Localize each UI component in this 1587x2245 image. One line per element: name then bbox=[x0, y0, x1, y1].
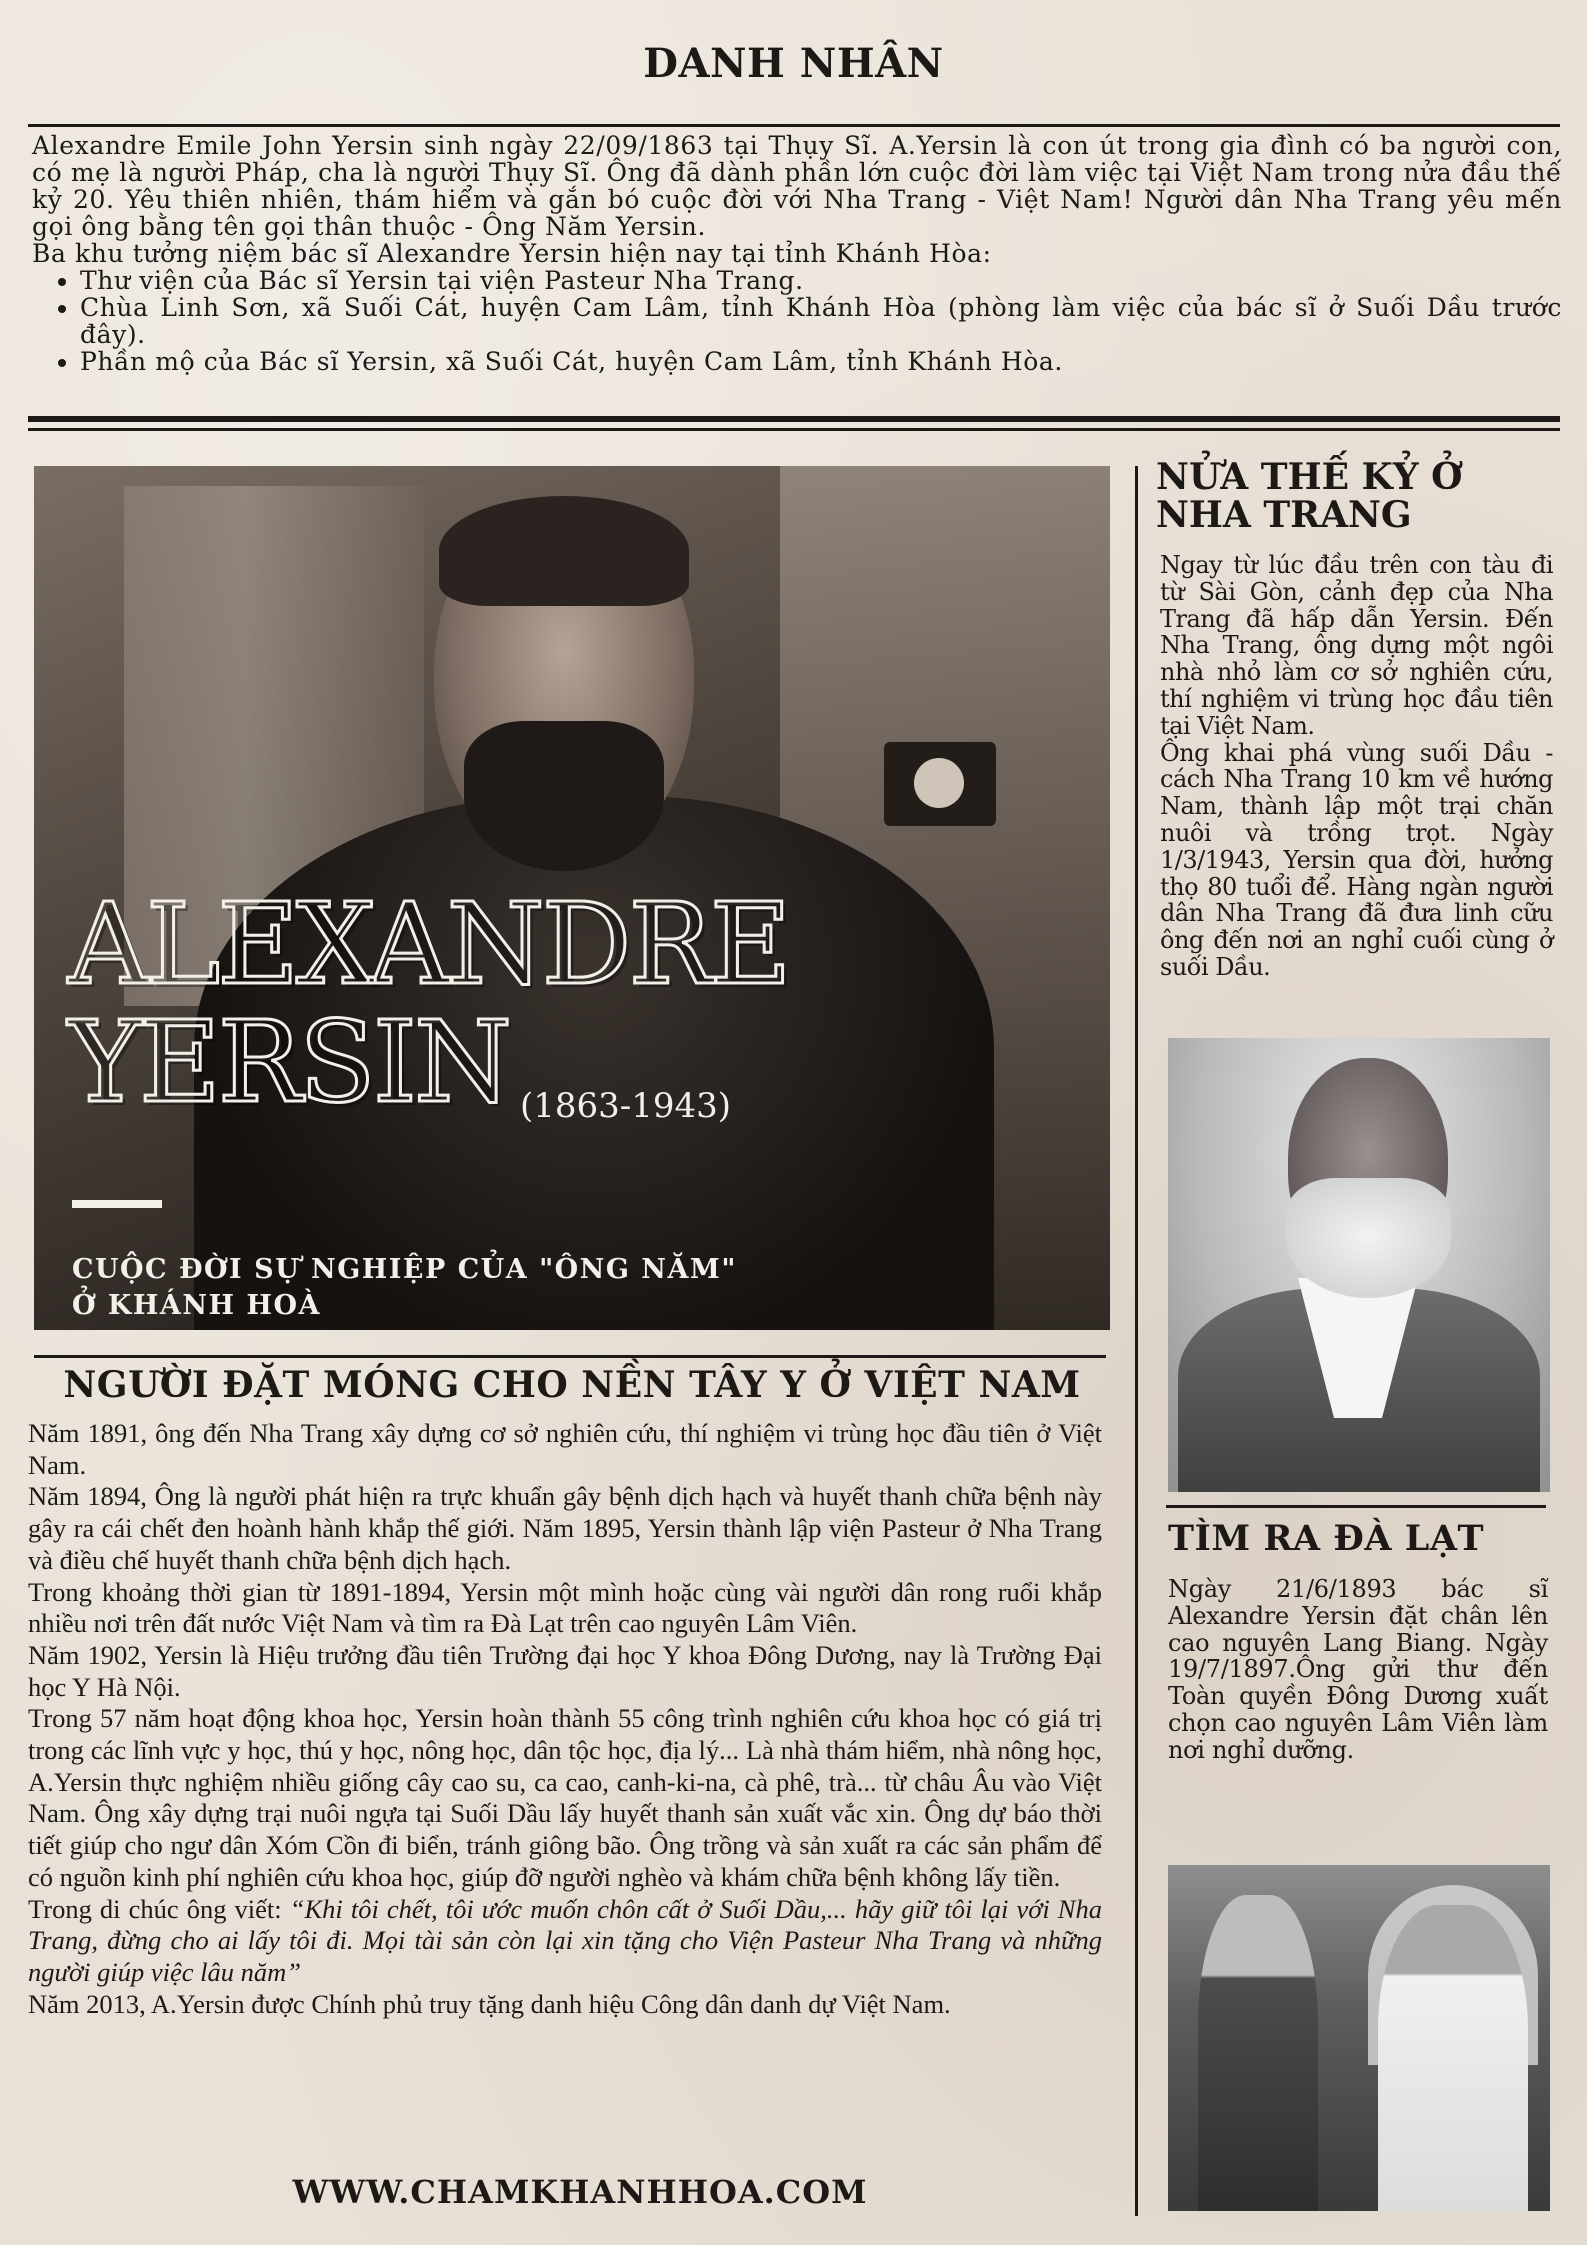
memorial-lead: Ba khu tưởng niệm bác sĩ Alexandre Yersin hiện nay tại tỉnh Khánh Hòa: bbox=[32, 239, 992, 268]
intro-rule-thin bbox=[28, 428, 1560, 431]
will-quote: “Khi tôi chết, tôi ước muốn chôn cất ở Suối Dầu,... hãy giữ tôi lại với Nha Trang, đừng cho ai lấy tôi đi. Mọi tài sản còn lại xin tặng cho Viện Pasteur Nha Trang và những người giúp việc lâu năm” bbox=[28, 1893, 1102, 1987]
hero-years: (1863-1943) bbox=[520, 1086, 732, 1126]
photo-wall-plate bbox=[884, 742, 996, 826]
list-item: • Thư viện của Bác sĩ Yersin tại viện Pasteur Nha Trang. bbox=[80, 267, 1562, 294]
hero-subtitle-line1: CUỘC ĐỜI SỰ NGHIỆP CỦA "ÔNG NĂM" bbox=[72, 1254, 737, 1285]
memorial-list bbox=[32, 267, 1562, 375]
section-title: NGƯỜI ĐẶT MÓNG CHO NỀN TÂY Y Ở VIỆT NAM bbox=[63, 1364, 1081, 1406]
photo-figure-beard bbox=[464, 721, 664, 871]
paragraph: Trong 57 năm hoạt động khoa học, Yersin hoàn thành 55 công trình nghiên cứu khoa học có giá trị trong các lĩnh vực y học, thú y học, nông học, dân tộc học, địa lý... Là nhà thám hiểm, nhà nông học, A.Yersin thực nghiệm nhiều giống cây cao su, ca cao, canh-ki-na, cà phê, trà... từ châu Âu vào Việt Nam. Ông xây dựng trại nuôi ngựa tại Suối Dầu lấy huyết thanh sản xuất vắc xin. Ông dự báo thời tiết giúp cho ngư dân Xóm Cồn đi biển, tránh giông bão. Ông trồng và sản xuất ra các sản phẩm để có nguồn kinh phí nghiên cứu khoa học, giúp đỡ người nghèo và khám chữa bệnh không lấy tiền. bbox=[28, 1703, 1102, 1892]
masthead: DANH NHÂN bbox=[643, 40, 944, 87]
sidebar-title-2: TÌM RA ĐÀ LẠT bbox=[1168, 1518, 1485, 1559]
paragraph: Năm 1894, Ông là người phát hiện ra trực khuẩn gây bệnh dịch hạch và huyết thanh chữa bệnh này gây ra cái chết đen hoành hành khắp thế giới. Năm 1895, Yersin thành lập viện Pasteur ở Nha Trang và điều chế huyết thanh chữa bệnh dịch hạch. bbox=[28, 1481, 1102, 1575]
paragraph: Năm 1891, ông đến Nha Trang xây dựng cơ sở nghiên cứu, thí nghiệm vi trùng học đầu tiên ở Việt Nam. bbox=[28, 1418, 1102, 1480]
section-body bbox=[28, 1418, 1102, 2020]
photo-figure-left bbox=[1198, 1895, 1318, 2211]
column-divider bbox=[1135, 466, 1138, 2216]
website-link[interactable]: WWW.CHAMKHANHHOA.COM bbox=[292, 2173, 868, 2211]
paragraph: Năm 1902, Yersin là Hiệu trưởng đầu tiên Trường đại học Y khoa Đông Dương, nay là Trường Đại học Y Hà Nội. bbox=[28, 1639, 1102, 1702]
paragraph: Ngay từ lúc đầu trên con tàu đi từ Sài Gòn, cảnh đẹp của Nha Trang đã hấp dẫn Yersin. Đến Nha Trang, ông dựng một ngôi nhà nhỏ làm cơ sở nghiên cứu, thí nghiệm vi trùng học đầu tiên tại Việt Nam. bbox=[1160, 551, 1553, 740]
hero-photo bbox=[34, 466, 1110, 1330]
hero-subtitle-line2: Ở KHÁNH HOÀ bbox=[72, 1290, 321, 1321]
masthead-rule bbox=[28, 124, 1560, 127]
hero-name-line2: YERSIN bbox=[68, 998, 509, 1128]
will-paragraph bbox=[28, 1894, 1102, 1989]
list-item: • Phần mộ của Bác sĩ Yersin, xã Suối Cát, huyện Cam Lâm, tỉnh Khánh Hòa. bbox=[80, 348, 1562, 375]
paragraph: Ông khai phá vùng suối Dầu - cách Nha Trang 10 km về hướng Nam, thành lập một trại chăn nuôi và trồng trọt. Ngày 1/3/1943, Yersin qua đời, hưởng thọ 80 tuổi để. Hàng ngàn người dân Nha Trang đã đưa linh cữu ông đến nơi an nghỉ cuối cùng ở suối Dầu. bbox=[1160, 738, 1553, 981]
sidebar-title bbox=[1156, 458, 1566, 534]
hero-name-line1: ALEXANDRE bbox=[68, 880, 789, 1010]
sidebar-body bbox=[1160, 552, 1553, 981]
paragraph: Trong khoảng thời gian từ 1891-1894, Yersin một mình hoặc cùng vài người dân rong ruổi khắp nhiều nơi trên đất nước Việt Nam và tìm ra Đà Lạt trên cao nguyên Lâm Viên. bbox=[28, 1576, 1102, 1639]
two-men-photo bbox=[1168, 1865, 1550, 2211]
list-item: • Chùa Linh Sơn, xã Suối Cát, huyện Cam Lâm, tỉnh Khánh Hòa (phòng làm việc của bác sĩ ở Suối Dầu trước đây). bbox=[80, 294, 1562, 348]
photo-figure-beard bbox=[1286, 1178, 1451, 1298]
section-rule bbox=[34, 1355, 1106, 1358]
hero-accent-bar bbox=[72, 1200, 162, 1208]
sidebar-title-line2: NHA TRANG bbox=[1156, 494, 1412, 536]
intro-paragraph: Alexandre Emile John Yersin sinh ngày 22/09/1863 tại Thụy Sĩ. A.Yersin là con út trong gia đình có ba người con, có mẹ là người Pháp, cha là người Thụy Sĩ. Ông đã dành phần lớn cuộc đời làm việc tại Việt Nam trong nửa đầu thế kỷ 20. Yêu thiên nhiên, thám hiểm và gắn bó cuộc đời với Nha Trang - Việt Nam! Người dân Nha Trang yêu mến gọi ông bằng tên gọi thân thuộc - Ông Năm Yersin. bbox=[32, 131, 1562, 241]
sidebar-rule bbox=[1166, 1505, 1546, 1508]
will-lead: Trong di chúc ông viết: bbox=[28, 1893, 290, 1924]
hero-subtitle bbox=[72, 1252, 832, 1324]
sidebar-title-line1: NỬA THẾ KỶ Ở bbox=[1156, 456, 1463, 498]
elderly-portrait-photo bbox=[1168, 1038, 1550, 1492]
sidebar-body-2: Ngày 21/6/1893 bác sĩ Alexandre Yersin đặt chân lên cao nguyên Lang Biang. Ngày 19/7/1897.Ông gửi thư đến Toàn quyền Đông Dương xuất chọn cao nguyên Lâm Viên làm nơi nghỉ dưỡng. bbox=[1168, 1575, 1548, 1764]
intro-rule-thick bbox=[28, 416, 1560, 422]
photo-figure-right bbox=[1378, 1905, 1528, 2211]
closing-paragraph: Năm 2013, A.Yersin được Chính phủ truy tặng danh hiệu Công dân danh dự Việt Nam. bbox=[28, 1988, 951, 2019]
photo-figure-hair bbox=[439, 496, 689, 606]
intro-section bbox=[32, 132, 1562, 375]
